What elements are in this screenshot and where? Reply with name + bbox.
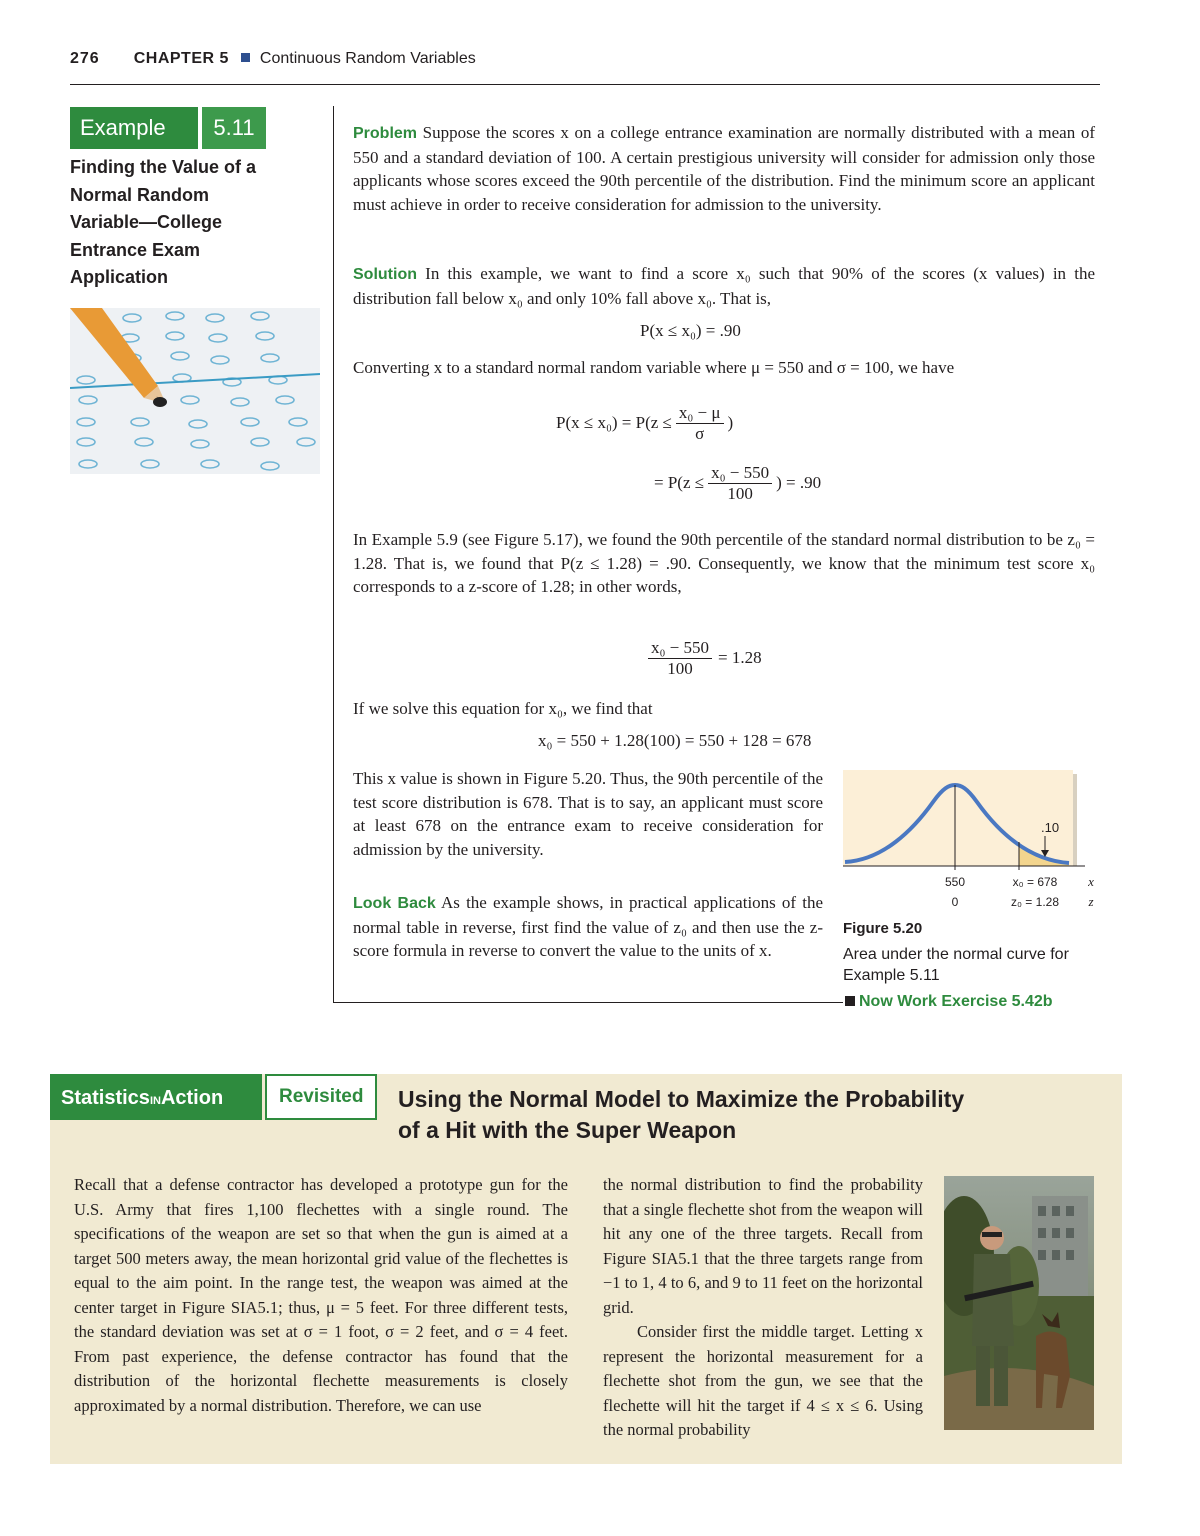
eq4-denominator: 100 <box>667 658 693 678</box>
eq3-right: ) = .90 <box>776 473 822 492</box>
x-mean-label: 550 <box>944 875 966 889</box>
example-label: Example <box>70 107 198 149</box>
solution-text-1: In this example, we want to find a score x₀ such that 90% of the scores (x values) in the distribution fall below x₀ and only 10% fall above x₀. That is, <box>353 264 1096 308</box>
soldier-image <box>944 1176 1094 1430</box>
equation-3 <box>654 460 821 506</box>
eq4-numerator: x₀ − 550 <box>648 638 712 659</box>
lookback-label: Look Back <box>353 895 436 912</box>
sia-banner <box>50 1074 377 1120</box>
eq2-numerator: x₀ − μ <box>676 403 724 424</box>
answer-sheet-photo <box>70 308 320 474</box>
normal-curve-chart <box>843 770 1101 910</box>
chapter-label: CHAPTER 5 <box>133 50 229 67</box>
solution-label: Solution <box>353 266 417 283</box>
square-bullet-icon <box>845 996 855 1006</box>
equation-5: x₀ = 550 + 1.28(100) = 550 + 128 = 678 <box>538 731 812 750</box>
eq2-left: P(x ≤ x₀) = P(z ≤ <box>556 413 672 432</box>
square-bullet-icon <box>241 53 250 62</box>
z-mean-label: 0 <box>951 895 959 909</box>
eq4-right: = 1.28 <box>718 648 762 667</box>
solution-text-4: If we solve this equation for x₀, we find that <box>353 699 653 718</box>
x-axis-label: x <box>1088 874 1094 889</box>
sia-column-1: Recall that a defense contractor has developed a prototype gun for the U.S. Army that fires 1,100 flechettes with a single round. The specifications of the weapon are set so that when the gun is aimed at a target 500 meters away, the mean horizontal grid value of the flechettes is equal to the aim point. In the range test, the weapon was aimed at the center target in Figure SIA5.1; thus, μ = 5 feet. For three different tests, the standard deviation was set at σ = 1 foot, σ = 2 feet, and σ = 4 feet. From past experience, the defense contractor has found that the distribution of the horizontal flechette measurements is closely approximated by a normal distribution. Therefore, we can use <box>74 1175 568 1415</box>
chapter-title: Continuous Random Variables <box>259 50 476 67</box>
example-title: Finding the Value of a Normal Random Variable—College Entrance Exam Application <box>70 157 257 287</box>
eq2-close: ) <box>727 413 734 432</box>
solution-paragraph <box>353 262 1095 310</box>
answer-sheet-image <box>70 308 320 474</box>
example-number: 5.11 <box>202 107 266 149</box>
problem-paragraph <box>353 121 1095 216</box>
z0-label: z₀ = 1.28 <box>1010 895 1060 909</box>
problem-text: Suppose the scores x on a college entrance examination are normally distributed with a mean of 550 and a standard deviation of 100. A certain prestigious university will consider for admission only those applicants whose scores exceed the 90th percentile of the distribution. Find the minimum score an applicant must achieve in order to receive consideration for admission to the university. <box>353 123 1096 214</box>
eq2-denominator: σ <box>695 423 705 443</box>
figure-5-20 <box>843 770 1101 910</box>
page-number: 276 <box>70 50 100 67</box>
sia-column-2-para-2: Consider first the middle target. Letting x represent the horizontal measurement for a flechette shot from the gun, we see that the flechette will hit the target if 4 ≤ x ≤ 6. Using the normal probability <box>603 1322 923 1439</box>
sia-column-2-para-1: the normal distribution to find the probability that a single flechette shot from the weapon will hit any one of the three targets. Recall from Figure SIA5.1 that the three targets range from −1 to 1, 4 to 6, and 9 to 11 feet on the horizontal grid. <box>603 1175 923 1317</box>
sia-column-2 <box>603 1173 923 1443</box>
now-work-link[interactable] <box>845 993 1053 1011</box>
lookback-paragraph <box>353 891 823 963</box>
example-banner <box>70 107 266 149</box>
sia-brand: StatisticsINAction <box>50 1074 262 1120</box>
solution-text-3: In Example 5.9 (see Figure 5.17), we found the 90th percentile of the standard normal distribution to be z₀ = 1.28. That is, we found that P(z ≤ 1.28) = .90. Consequently, we know that the minimum test score x₀ corresponds to a z-score of 1.28; in other words, <box>353 530 1095 596</box>
header-rule <box>70 84 1100 85</box>
example-bottom-rule <box>333 1002 843 1003</box>
figure-caption: Area under the normal curve for Example 5.11 <box>843 946 1069 984</box>
now-work-text: Now Work Exercise 5.42b <box>859 993 1053 1010</box>
eq3-left: = P(z ≤ <box>654 473 705 492</box>
x0-label: x₀ = 678 <box>1012 875 1058 889</box>
running-header <box>70 50 476 68</box>
equation-1: P(x ≤ x₀) = .90 <box>640 321 741 340</box>
problem-label: Problem <box>353 125 418 142</box>
area-label: .10 <box>1041 820 1060 835</box>
example-left-rule <box>333 106 334 1002</box>
soldier-photo <box>944 1176 1094 1430</box>
lookback-text: As the example shows, in practical applications of the normal table in reverse, first find the value of z₀ and then use the z-score formula in reverse to convert the value to the units of x. <box>353 893 824 960</box>
solution-text-5: This x value is shown in Figure 5.20. Thus, the 90th percentile of the test score distribution is 678. That is to say, an applicant must score at least 678 on the entrance exam to receive consideration for admission by the university. <box>353 769 823 859</box>
solution-text-2: Converting x to a standard normal random variable where μ = 550 and σ = 100, we have <box>353 358 955 377</box>
eq3-numerator: x₀ − 550 <box>708 463 772 484</box>
equation-4 <box>648 634 762 682</box>
figure-caption-title: Figure 5.20 <box>843 920 923 937</box>
sia-revisited: Revisited <box>265 1074 377 1120</box>
eq3-denominator: 100 <box>727 483 753 503</box>
sia-title: Using the Normal Model to Maximize the Probability of a Hit with the Super Weapon <box>398 1086 965 1143</box>
z-axis-label: z <box>1088 894 1094 909</box>
equation-2 <box>556 400 733 446</box>
